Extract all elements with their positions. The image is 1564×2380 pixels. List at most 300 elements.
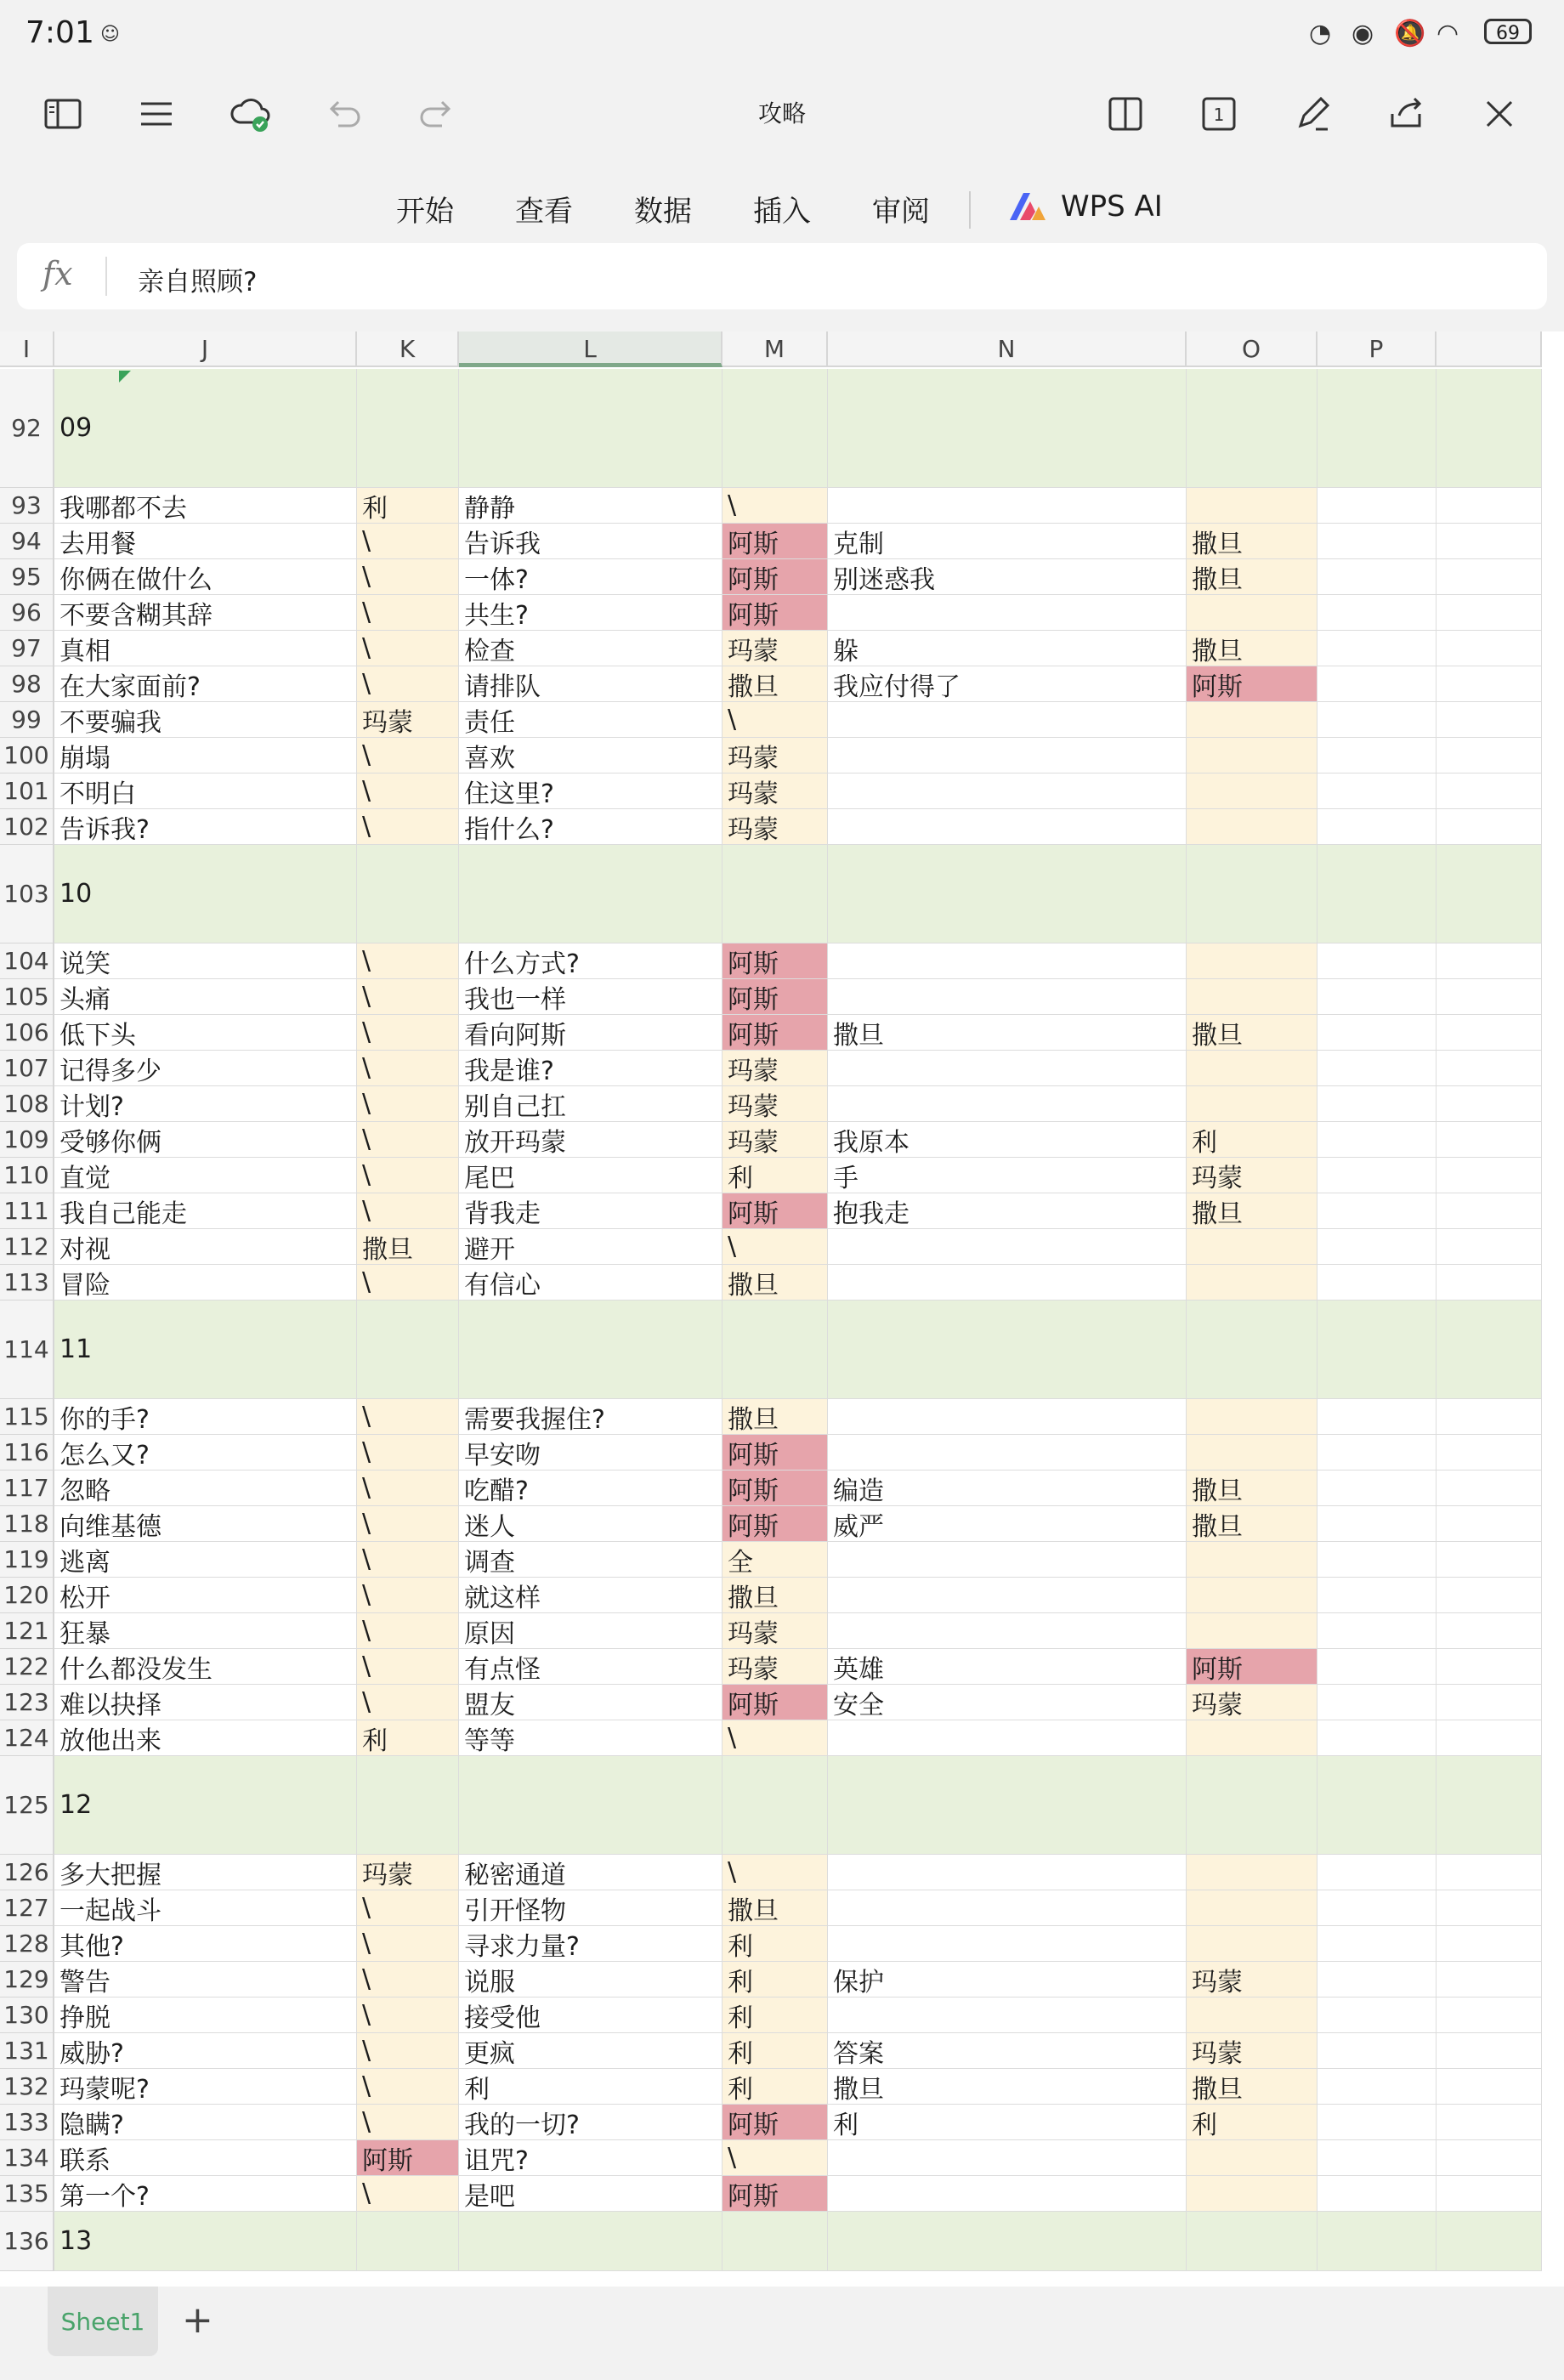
cell-P[interactable] (1318, 738, 1436, 774)
cell-J[interactable]: 向维基德 (54, 1506, 357, 1542)
cell-X[interactable] (1436, 1926, 1542, 1962)
cell-O[interactable] (1187, 1435, 1318, 1470)
cell-M[interactable]: 全 (722, 1542, 828, 1578)
cell-L[interactable]: 我的一切? (459, 2105, 722, 2140)
cell-J[interactable]: 冒险 (54, 1265, 357, 1300)
cell-K[interactable]: 玛蒙 (357, 1855, 459, 1890)
cell-X[interactable] (1436, 979, 1542, 1015)
column-header-O[interactable]: O (1187, 332, 1318, 367)
cell-O[interactable] (1187, 1265, 1318, 1300)
cell-X[interactable] (1436, 1051, 1542, 1086)
cell-P[interactable] (1318, 1086, 1436, 1122)
cell-O[interactable]: 利 (1187, 2105, 1318, 2140)
row-header[interactable]: 117 (0, 1470, 54, 1506)
cloud-sync-icon[interactable] (224, 88, 275, 139)
cell-M[interactable] (722, 845, 828, 944)
cell-P[interactable] (1318, 1756, 1436, 1855)
cell-L[interactable]: 请排队 (459, 666, 722, 702)
row-header[interactable]: 125 (0, 1756, 54, 1855)
cell-J[interactable]: 12 (54, 1756, 357, 1855)
cell-M[interactable] (722, 1300, 828, 1399)
cell-P[interactable] (1318, 666, 1436, 702)
cell-O[interactable] (1187, 1613, 1318, 1649)
row-header[interactable]: 109 (0, 1122, 54, 1158)
cell-N[interactable] (828, 488, 1187, 524)
row-header[interactable]: 107 (0, 1051, 54, 1086)
undo-icon[interactable] (318, 88, 369, 139)
cell-M[interactable]: 玛蒙 (722, 1613, 828, 1649)
cell-J[interactable]: 09 (54, 369, 357, 488)
row-header[interactable]: 106 (0, 1015, 54, 1051)
cell-X[interactable] (1436, 1399, 1542, 1435)
cell-O[interactable] (1187, 1086, 1318, 1122)
cell-P[interactable] (1318, 2033, 1436, 2069)
cell-K[interactable] (357, 1300, 459, 1399)
cell-N[interactable]: 威严 (828, 1506, 1187, 1542)
row-header[interactable]: 92 (0, 369, 54, 488)
cell-P[interactable] (1318, 1399, 1436, 1435)
cell-J[interactable]: 低下头 (54, 1015, 357, 1051)
tab-data[interactable]: 数据 (634, 195, 692, 229)
row-header[interactable]: 93 (0, 488, 54, 524)
tab-wps-ai[interactable]: WPS AI (1061, 190, 1163, 224)
row-header[interactable]: 99 (0, 702, 54, 738)
cell-J[interactable]: 松开 (54, 1578, 357, 1613)
cell-X[interactable] (1436, 702, 1542, 738)
cell-M[interactable]: 阿斯 (722, 1015, 828, 1051)
cell-J[interactable]: 对视 (54, 1229, 357, 1265)
cell-P[interactable] (1318, 2069, 1436, 2105)
cell-L[interactable]: 说服 (459, 1962, 722, 1998)
cell-J[interactable]: 你俩在做什么 (54, 559, 357, 595)
cell-K[interactable]: \ (357, 1542, 459, 1578)
row-header[interactable]: 122 (0, 1649, 54, 1685)
sheet-tab[interactable]: Sheet1 (48, 2286, 158, 2356)
cell-X[interactable] (1436, 1015, 1542, 1051)
cell-M[interactable]: 阿斯 (722, 524, 828, 559)
close-icon[interactable] (1474, 88, 1525, 139)
cell-O[interactable]: 玛蒙 (1187, 1962, 1318, 1998)
cell-X[interactable] (1436, 369, 1542, 488)
row-header[interactable]: 95 (0, 559, 54, 595)
cell-X[interactable] (1436, 1265, 1542, 1300)
cell-M[interactable]: 利 (722, 1926, 828, 1962)
cell-L[interactable]: 诅咒? (459, 2140, 722, 2176)
cell-L[interactable]: 看向阿斯 (459, 1015, 722, 1051)
cell-J[interactable]: 警告 (54, 1962, 357, 1998)
cell-N[interactable]: 编造 (828, 1470, 1187, 1506)
cell-K[interactable]: \ (357, 666, 459, 702)
cell-N[interactable] (828, 1890, 1187, 1926)
cell-O[interactable] (1187, 2176, 1318, 2212)
cell-J[interactable]: 计划? (54, 1086, 357, 1122)
cell-K[interactable]: \ (357, 809, 459, 845)
cell-J[interactable]: 13 (54, 2212, 357, 2271)
cell-J[interactable]: 不要含糊其辞 (54, 595, 357, 631)
cell-L[interactable]: 告诉我 (459, 524, 722, 559)
cell-M[interactable]: \ (722, 488, 828, 524)
cell-N[interactable]: 抱我走 (828, 1193, 1187, 1229)
cell-J[interactable]: 说笑 (54, 944, 357, 979)
cell-N[interactable] (828, 1578, 1187, 1613)
cell-J[interactable]: 头痛 (54, 979, 357, 1015)
cell-K[interactable]: \ (357, 1435, 459, 1470)
cell-X[interactable] (1436, 845, 1542, 944)
cell-N[interactable]: 安全 (828, 1685, 1187, 1720)
cell-L[interactable]: 更疯 (459, 2033, 722, 2069)
cell-N[interactable] (828, 1300, 1187, 1399)
cell-O[interactable] (1187, 1756, 1318, 1855)
cell-N[interactable] (828, 1435, 1187, 1470)
cell-N[interactable]: 我原本 (828, 1122, 1187, 1158)
cell-P[interactable] (1318, 1265, 1436, 1300)
cell-O[interactable]: 撒旦 (1187, 1506, 1318, 1542)
cell-J[interactable]: 记得多少 (54, 1051, 357, 1086)
cell-K[interactable]: \ (357, 1649, 459, 1685)
cell-X[interactable] (1436, 559, 1542, 595)
row-header[interactable]: 115 (0, 1399, 54, 1435)
cell-P[interactable] (1318, 774, 1436, 809)
cell-X[interactable] (1436, 1193, 1542, 1229)
cell-X[interactable] (1436, 2033, 1542, 2069)
cell-J[interactable]: 我自己能走 (54, 1193, 357, 1229)
cell-K[interactable] (357, 2212, 459, 2271)
cell-M[interactable]: 阿斯 (722, 559, 828, 595)
cell-P[interactable] (1318, 1051, 1436, 1086)
cell-X[interactable] (1436, 2069, 1542, 2105)
cell-X[interactable] (1436, 2176, 1542, 2212)
cell-O[interactable] (1187, 1051, 1318, 1086)
row-header[interactable]: 127 (0, 1890, 54, 1926)
cell-O[interactable] (1187, 845, 1318, 944)
cell-O[interactable] (1187, 1542, 1318, 1578)
cell-J[interactable]: 在大家面前? (54, 666, 357, 702)
cell-M[interactable]: 阿斯 (722, 1685, 828, 1720)
cell-X[interactable] (1436, 1300, 1542, 1399)
row-header[interactable]: 132 (0, 2069, 54, 2105)
spreadsheet-grid[interactable] (0, 332, 1564, 2286)
row-header[interactable]: 124 (0, 1720, 54, 1756)
cell-M[interactable]: \ (722, 1720, 828, 1756)
cell-K[interactable]: \ (357, 1470, 459, 1506)
cell-L[interactable] (459, 845, 722, 944)
cell-P[interactable] (1318, 1998, 1436, 2033)
cell-M[interactable]: 利 (722, 1998, 828, 2033)
cell-M[interactable] (722, 2212, 828, 2271)
cell-L[interactable]: 需要我握住? (459, 1399, 722, 1435)
cell-X[interactable] (1436, 2105, 1542, 2140)
cell-X[interactable] (1436, 1158, 1542, 1193)
cell-K[interactable]: \ (357, 1193, 459, 1229)
cell-K[interactable]: \ (357, 595, 459, 631)
cell-M[interactable]: \ (722, 2140, 828, 2176)
cell-K[interactable]: \ (357, 979, 459, 1015)
cell-J[interactable]: 第一个? (54, 2176, 357, 2212)
cell-X[interactable] (1436, 1229, 1542, 1265)
cell-M[interactable] (722, 369, 828, 488)
cell-P[interactable] (1318, 1720, 1436, 1756)
cell-K[interactable]: 阿斯 (357, 2140, 459, 2176)
cell-M[interactable]: 阿斯 (722, 1435, 828, 1470)
cell-X[interactable] (1436, 1086, 1542, 1122)
cell-N[interactable]: 克制 (828, 524, 1187, 559)
cell-K[interactable]: \ (357, 1613, 459, 1649)
column-header-J[interactable]: J (54, 332, 357, 367)
row-header[interactable]: 131 (0, 2033, 54, 2069)
row-header[interactable]: 123 (0, 1685, 54, 1720)
cell-M[interactable]: 利 (722, 1158, 828, 1193)
cell-J[interactable]: 受够你俩 (54, 1122, 357, 1158)
cell-K[interactable] (357, 1756, 459, 1855)
cell-L[interactable] (459, 2212, 722, 2271)
cell-M[interactable]: 玛蒙 (722, 774, 828, 809)
cell-J[interactable]: 我哪都不去 (54, 488, 357, 524)
cell-M[interactable]: 阿斯 (722, 944, 828, 979)
tab-review[interactable]: 审阅 (872, 195, 930, 229)
cell-L[interactable]: 放开玛蒙 (459, 1122, 722, 1158)
add-sheet-icon[interactable]: + (182, 2298, 213, 2342)
cell-N[interactable] (828, 1855, 1187, 1890)
cell-M[interactable]: 玛蒙 (722, 1649, 828, 1685)
cell-X[interactable] (1436, 595, 1542, 631)
cell-P[interactable] (1318, 369, 1436, 488)
cell-M[interactable]: 玛蒙 (722, 809, 828, 845)
cell-X[interactable] (1436, 1998, 1542, 2033)
cell-K[interactable]: \ (357, 1265, 459, 1300)
row-header[interactable]: 119 (0, 1542, 54, 1578)
cell-M[interactable]: 利 (722, 1962, 828, 1998)
cell-J[interactable]: 崩塌 (54, 738, 357, 774)
cell-X[interactable] (1436, 524, 1542, 559)
row-header[interactable]: 112 (0, 1229, 54, 1265)
cell-L[interactable] (459, 1756, 722, 1855)
cell-N[interactable] (828, 595, 1187, 631)
cell-P[interactable] (1318, 1890, 1436, 1926)
cell-O[interactable]: 撒旦 (1187, 524, 1318, 559)
cell-N[interactable] (828, 1756, 1187, 1855)
cell-O[interactable] (1187, 774, 1318, 809)
cell-L[interactable]: 引开怪物 (459, 1890, 722, 1926)
cell-L[interactable]: 检查 (459, 631, 722, 666)
cell-X[interactable] (1436, 2212, 1542, 2271)
row-header[interactable]: 104 (0, 944, 54, 979)
cell-P[interactable] (1318, 1122, 1436, 1158)
column-header-K[interactable]: K (357, 332, 459, 367)
cell-X[interactable] (1436, 1470, 1542, 1506)
cell-J[interactable]: 真相 (54, 631, 357, 666)
cell-N[interactable] (828, 845, 1187, 944)
cell-J[interactable]: 10 (54, 845, 357, 944)
cell-O[interactable] (1187, 369, 1318, 488)
cell-P[interactable] (1318, 1015, 1436, 1051)
cell-X[interactable] (1436, 809, 1542, 845)
cell-N[interactable] (828, 738, 1187, 774)
cell-P[interactable] (1318, 1649, 1436, 1685)
cell-M[interactable]: 玛蒙 (722, 1086, 828, 1122)
cell-N[interactable] (828, 1998, 1187, 2033)
cell-J[interactable]: 怎么又? (54, 1435, 357, 1470)
cell-M[interactable]: 阿斯 (722, 1506, 828, 1542)
cell-J[interactable]: 狂暴 (54, 1613, 357, 1649)
cell-K[interactable]: \ (357, 524, 459, 559)
cell-K[interactable]: 利 (357, 488, 459, 524)
cell-M[interactable]: 阿斯 (722, 1193, 828, 1229)
cell-L[interactable]: 吃醋? (459, 1470, 722, 1506)
formula-input[interactable]: 亲自照顾? (138, 267, 258, 298)
cell-X[interactable] (1436, 1613, 1542, 1649)
cell-M[interactable]: 撒旦 (722, 666, 828, 702)
cell-N[interactable] (828, 1399, 1187, 1435)
cell-K[interactable]: 玛蒙 (357, 702, 459, 738)
cell-N[interactable]: 保护 (828, 1962, 1187, 1998)
split-view-icon[interactable] (1100, 88, 1151, 139)
cell-J[interactable]: 不要骗我 (54, 702, 357, 738)
cell-O[interactable] (1187, 2140, 1318, 2176)
tab-start[interactable]: 开始 (396, 195, 454, 229)
cell-N[interactable]: 别迷惑我 (828, 559, 1187, 595)
cell-X[interactable] (1436, 1578, 1542, 1613)
cell-N[interactable] (828, 2140, 1187, 2176)
row-header[interactable]: 121 (0, 1613, 54, 1649)
row-header[interactable]: 96 (0, 595, 54, 631)
cell-K[interactable]: \ (357, 2069, 459, 2105)
row-header[interactable]: 134 (0, 2140, 54, 2176)
row-header[interactable]: 100 (0, 738, 54, 774)
cell-P[interactable] (1318, 2140, 1436, 2176)
cell-P[interactable] (1318, 702, 1436, 738)
cell-M[interactable]: 利 (722, 2033, 828, 2069)
cell-N[interactable] (828, 2176, 1187, 2212)
cell-O[interactable] (1187, 1855, 1318, 1890)
cell-N[interactable] (828, 1926, 1187, 1962)
cell-M[interactable]: 撒旦 (722, 1890, 828, 1926)
cell-O[interactable] (1187, 595, 1318, 631)
cell-K[interactable]: \ (357, 1926, 459, 1962)
cell-K[interactable]: \ (357, 2033, 459, 2069)
row-header[interactable]: 128 (0, 1926, 54, 1962)
cell-N[interactable]: 撒旦 (828, 1015, 1187, 1051)
cell-J[interactable]: 放他出来 (54, 1720, 357, 1756)
cell-L[interactable]: 静静 (459, 488, 722, 524)
tab-view[interactable]: 查看 (515, 195, 573, 229)
cell-J[interactable]: 隐瞒? (54, 2105, 357, 2140)
cell-P[interactable] (1318, 1470, 1436, 1506)
cell-L[interactable]: 避开 (459, 1229, 722, 1265)
cell-M[interactable]: 阿斯 (722, 2105, 828, 2140)
cell-X[interactable] (1436, 1506, 1542, 1542)
cell-K[interactable] (357, 369, 459, 488)
page-count-icon[interactable] (1193, 88, 1244, 139)
cell-P[interactable] (1318, 1685, 1436, 1720)
cell-L[interactable]: 盟友 (459, 1685, 722, 1720)
row-header[interactable]: 116 (0, 1435, 54, 1470)
cell-K[interactable] (357, 845, 459, 944)
cell-X[interactable] (1436, 774, 1542, 809)
cell-P[interactable] (1318, 944, 1436, 979)
cell-K[interactable]: \ (357, 1998, 459, 2033)
cell-J[interactable]: 玛蒙呢? (54, 2069, 357, 2105)
cell-M[interactable]: 撒旦 (722, 1578, 828, 1613)
cell-P[interactable] (1318, 1158, 1436, 1193)
cell-O[interactable]: 玛蒙 (1187, 2033, 1318, 2069)
row-header[interactable]: 130 (0, 1998, 54, 2033)
cell-N[interactable] (828, 702, 1187, 738)
cell-K[interactable]: \ (357, 1122, 459, 1158)
cell-J[interactable]: 挣脱 (54, 1998, 357, 2033)
cell-K[interactable]: \ (357, 1399, 459, 1435)
row-header[interactable]: 136 (0, 2212, 54, 2271)
row-header[interactable]: 103 (0, 845, 54, 944)
cell-N[interactable] (828, 2212, 1187, 2271)
cell-O[interactable]: 撒旦 (1187, 1193, 1318, 1229)
cell-O[interactable]: 玛蒙 (1187, 1685, 1318, 1720)
column-header-M[interactable]: M (722, 332, 828, 367)
cell-L[interactable]: 有信心 (459, 1265, 722, 1300)
cell-P[interactable] (1318, 1855, 1436, 1890)
cell-P[interactable] (1318, 1229, 1436, 1265)
cell-M[interactable]: 玛蒙 (722, 1122, 828, 1158)
cell-P[interactable] (1318, 1193, 1436, 1229)
cell-L[interactable]: 早安吻 (459, 1435, 722, 1470)
cell-L[interactable]: 共生? (459, 595, 722, 631)
cell-K[interactable]: \ (357, 1962, 459, 1998)
cell-L[interactable] (459, 369, 722, 488)
row-header[interactable]: 102 (0, 809, 54, 845)
cell-J[interactable]: 多大把握 (54, 1855, 357, 1890)
cell-N[interactable] (828, 1720, 1187, 1756)
cell-L[interactable]: 就这样 (459, 1578, 722, 1613)
cell-N[interactable] (828, 1229, 1187, 1265)
cell-J[interactable]: 什么都没发生 (54, 1649, 357, 1685)
cell-P[interactable] (1318, 979, 1436, 1015)
cell-M[interactable]: 玛蒙 (722, 631, 828, 666)
cell-M[interactable]: 利 (722, 2069, 828, 2105)
cell-O[interactable]: 撒旦 (1187, 631, 1318, 666)
cell-K[interactable]: 撒旦 (357, 1229, 459, 1265)
cell-O[interactable]: 撒旦 (1187, 1470, 1318, 1506)
cell-J[interactable]: 一起战斗 (54, 1890, 357, 1926)
cell-L[interactable]: 利 (459, 2069, 722, 2105)
cell-N[interactable]: 撒旦 (828, 2069, 1187, 2105)
cell-L[interactable]: 有点怪 (459, 1649, 722, 1685)
cell-O[interactable] (1187, 1300, 1318, 1399)
cell-O[interactable] (1187, 1720, 1318, 1756)
cell-K[interactable]: 利 (357, 1720, 459, 1756)
cell-K[interactable]: \ (357, 738, 459, 774)
cell-L[interactable] (459, 1300, 722, 1399)
column-header-N[interactable]: N (828, 332, 1187, 367)
cell-X[interactable] (1436, 738, 1542, 774)
cell-P[interactable] (1318, 809, 1436, 845)
menu-icon[interactable] (131, 88, 182, 139)
cell-P[interactable] (1318, 559, 1436, 595)
cell-L[interactable]: 一体? (459, 559, 722, 595)
cell-O[interactable] (1187, 738, 1318, 774)
cell-X[interactable] (1436, 488, 1542, 524)
cell-O[interactable] (1187, 979, 1318, 1015)
cell-L[interactable]: 迷人 (459, 1506, 722, 1542)
cell-L[interactable]: 等等 (459, 1720, 722, 1756)
cell-P[interactable] (1318, 524, 1436, 559)
cell-O[interactable]: 阿斯 (1187, 1649, 1318, 1685)
cell-J[interactable]: 逃离 (54, 1542, 357, 1578)
cell-X[interactable] (1436, 2140, 1542, 2176)
cell-K[interactable]: \ (357, 1051, 459, 1086)
cell-P[interactable] (1318, 2105, 1436, 2140)
row-header[interactable]: 129 (0, 1962, 54, 1998)
row-header[interactable]: 110 (0, 1158, 54, 1193)
cell-O[interactable] (1187, 944, 1318, 979)
